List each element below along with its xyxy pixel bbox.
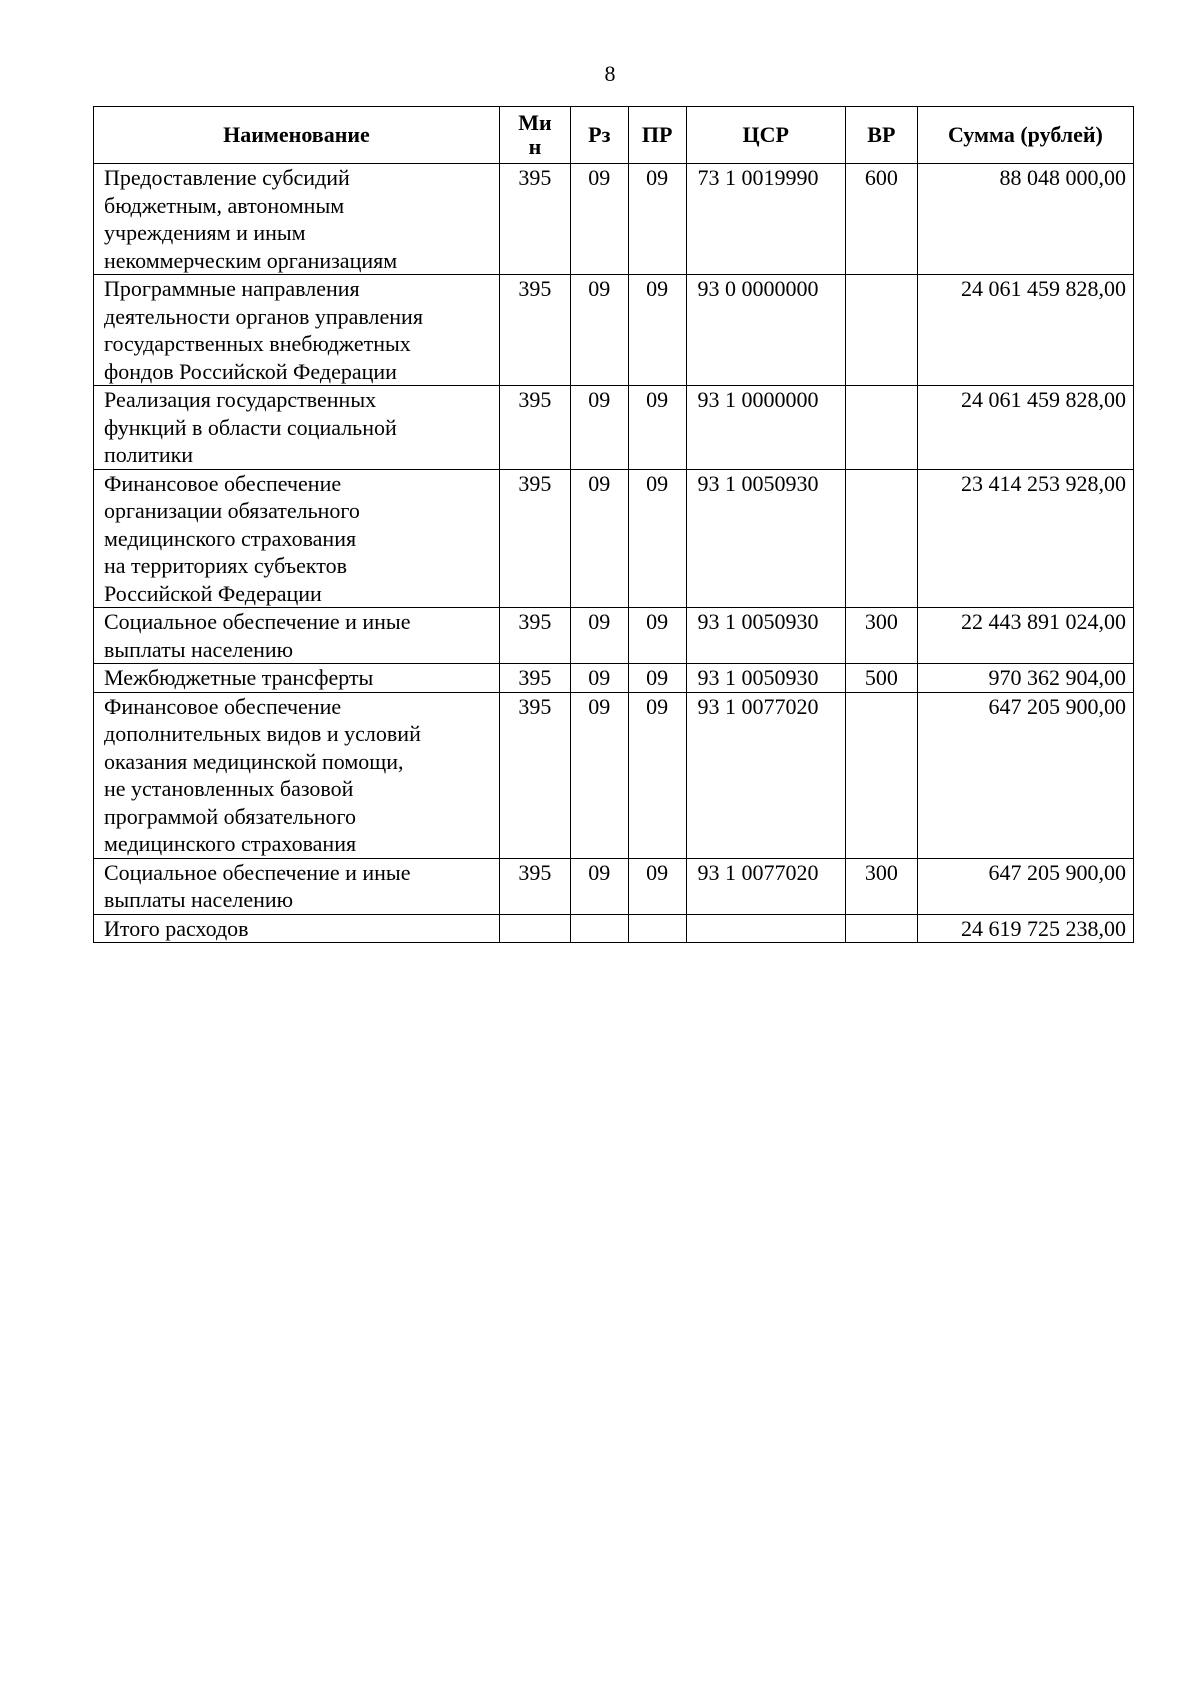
- cell-min: 395: [499, 608, 570, 664]
- table-row: [94, 164, 1134, 275]
- cell-rz: 09: [570, 608, 628, 664]
- cell-csr: 93 1 0050930: [686, 469, 845, 608]
- cell-vr: [845, 386, 917, 470]
- cell-vr: 500: [845, 664, 917, 693]
- cell-csr: 93 1 0000000: [686, 386, 845, 470]
- cell-name-line: Итого расходов: [104, 915, 249, 941]
- cell-name-line: дополнительных видов и условий: [104, 721, 421, 746]
- cell-min: 395: [499, 664, 570, 693]
- cell-name: [94, 164, 500, 275]
- cell-sum: 647 205 900,00: [917, 858, 1133, 914]
- header-name: Наименование: [94, 107, 500, 164]
- budget-table: [93, 106, 1134, 943]
- cell-rz: 09: [570, 275, 628, 386]
- cell-name-line: политики: [104, 442, 194, 467]
- cell-min: 395: [499, 858, 570, 914]
- cell-name-line: оказания медицинской помощи,: [104, 748, 404, 774]
- cell-pr: [628, 914, 686, 943]
- header-min: [499, 107, 570, 164]
- cell-sum: 24 619 725 238,00: [917, 914, 1133, 943]
- table-row: [94, 858, 1134, 914]
- cell-min: [499, 914, 570, 943]
- page-number: 8: [604, 61, 616, 86]
- cell-name-line: Социальное обеспечение и иные: [104, 609, 411, 634]
- table-row: [94, 692, 1134, 858]
- cell-vr: 600: [845, 164, 917, 275]
- cell-name: [94, 664, 500, 693]
- cell-name-line: деятельности органов управления: [104, 303, 423, 329]
- cell-min: 395: [499, 164, 570, 275]
- cell-min: 395: [499, 692, 570, 858]
- cell-min: 395: [499, 275, 570, 386]
- table-row: [94, 469, 1134, 608]
- header-pr: ПР: [628, 107, 686, 164]
- cell-pr: 09: [628, 275, 686, 386]
- cell-rz: 09: [570, 858, 628, 914]
- cell-sum: 970 362 904,00: [917, 664, 1133, 693]
- cell-vr: [845, 914, 917, 943]
- table-row: [94, 386, 1134, 470]
- cell-name-line: некоммерческим организациям: [104, 247, 398, 273]
- cell-sum: 22 443 891 024,00: [917, 608, 1133, 664]
- table-body: [94, 164, 1134, 943]
- cell-vr: [845, 469, 917, 608]
- cell-rz: [570, 914, 628, 943]
- cell-name-line: фондов Российской Федерации: [104, 358, 397, 384]
- header-vr: ВР: [845, 107, 917, 164]
- cell-name-line: организации обязательного: [104, 498, 360, 523]
- cell-name-line: функций в области социальной: [104, 414, 397, 440]
- cell-name-line: медицинского страхования: [104, 831, 357, 856]
- cell-sum: 88 048 000,00: [917, 164, 1133, 275]
- cell-name-line: Межбюджетные трансферты: [104, 665, 374, 690]
- cell-name-line: Реализация государственных: [104, 387, 377, 412]
- table-row: [94, 275, 1134, 386]
- cell-name-line: Программные направления: [104, 276, 360, 301]
- cell-csr: 73 1 0019990: [686, 164, 845, 275]
- table-row: [94, 914, 1134, 943]
- cell-csr: 93 1 0077020: [686, 692, 845, 858]
- cell-csr: 93 0 0000000: [686, 275, 845, 386]
- cell-name-line: Российской Федерации: [104, 580, 322, 606]
- cell-sum: 24 061 459 828,00: [917, 386, 1133, 470]
- cell-pr: 09: [628, 469, 686, 608]
- cell-name-line: Социальное обеспечение и иные: [104, 859, 411, 885]
- cell-sum: 647 205 900,00: [917, 692, 1133, 858]
- cell-name: [94, 275, 500, 386]
- table-row: [94, 664, 1134, 693]
- cell-rz: 09: [570, 469, 628, 608]
- cell-name-line: Финансовое обеспечение: [104, 470, 342, 496]
- cell-min: 395: [499, 469, 570, 608]
- header-rz: Рз: [570, 107, 628, 164]
- cell-pr: 09: [628, 858, 686, 914]
- table-header-row: [94, 107, 1134, 164]
- cell-pr: 09: [628, 386, 686, 470]
- cell-vr: [845, 275, 917, 386]
- header-min-line1: Ми: [518, 110, 552, 135]
- header-min-line2: н: [528, 134, 542, 159]
- cell-vr: [845, 692, 917, 858]
- cell-name-line: выплаты населению: [104, 636, 294, 662]
- header-csr: ЦСР: [686, 107, 845, 164]
- cell-pr: 09: [628, 664, 686, 693]
- cell-name-line: Финансовое обеспечение: [104, 693, 342, 719]
- cell-rz: 09: [570, 164, 628, 275]
- cell-min: 395: [499, 386, 570, 470]
- cell-rz: 09: [570, 664, 628, 693]
- cell-name-line: учреждениям и иным: [104, 220, 306, 245]
- cell-name: [94, 386, 500, 470]
- cell-sum: 24 061 459 828,00: [917, 275, 1133, 386]
- cell-name: [94, 469, 500, 608]
- cell-pr: 09: [628, 692, 686, 858]
- cell-csr: 93 1 0077020: [686, 858, 845, 914]
- cell-name-line: бюджетным, автономным: [104, 192, 345, 218]
- cell-rz: 09: [570, 692, 628, 858]
- cell-csr: [686, 914, 845, 943]
- cell-pr: 09: [628, 608, 686, 664]
- cell-vr: 300: [845, 858, 917, 914]
- cell-pr: 09: [628, 164, 686, 275]
- cell-name-line: Предоставление субсидий: [104, 165, 350, 190]
- cell-sum: 23 414 253 928,00: [917, 469, 1133, 608]
- header-sum: Сумма (рублей): [917, 107, 1133, 164]
- cell-rz: 09: [570, 386, 628, 470]
- cell-name-line: государственных внебюджетных: [104, 331, 411, 356]
- cell-name: [94, 692, 500, 858]
- cell-csr: 93 1 0050930: [686, 664, 845, 693]
- cell-name-line: на территориях субъектов: [104, 553, 347, 578]
- cell-csr: 93 1 0050930: [686, 608, 845, 664]
- cell-name-line: не установленных базовой: [104, 776, 354, 801]
- cell-name-line: медицинского страхования: [104, 525, 357, 551]
- cell-name: [94, 914, 500, 943]
- cell-name-line: выплаты населению: [104, 887, 294, 912]
- cell-name: [94, 858, 500, 914]
- table-row: [94, 608, 1134, 664]
- cell-name-line: программой обязательного: [104, 803, 356, 829]
- cell-vr: 300: [845, 608, 917, 664]
- cell-name: [94, 608, 500, 664]
